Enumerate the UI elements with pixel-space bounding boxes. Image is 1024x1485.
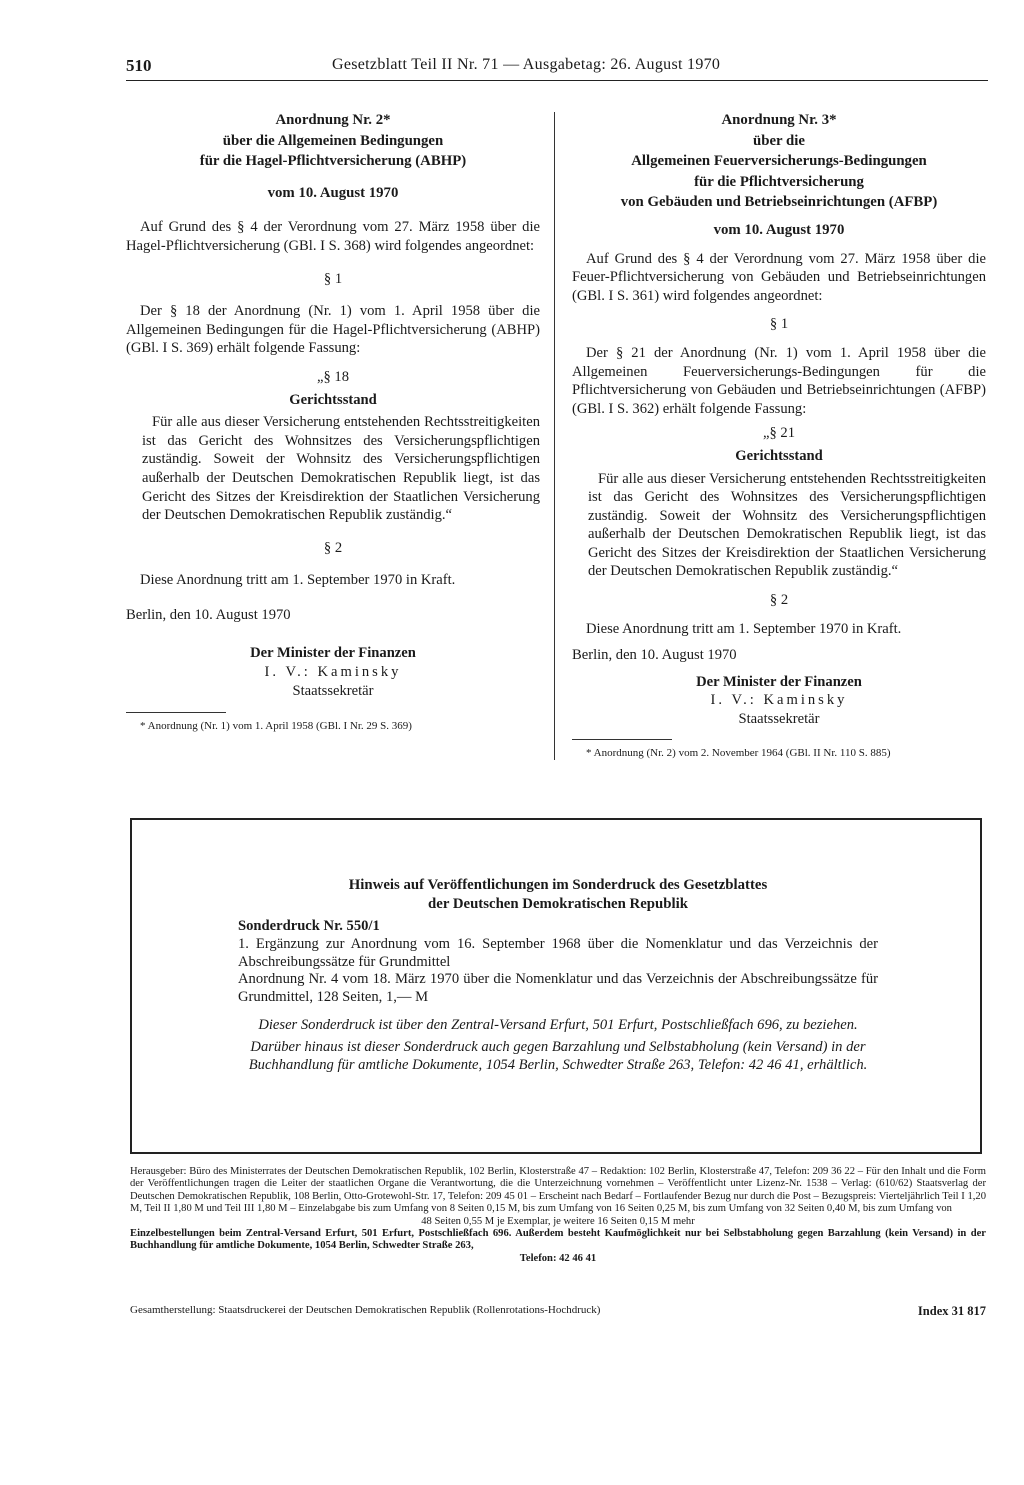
right-section-1-text: Der § 21 der Anordnung (Nr. 1) vom 1. April 1958 über die Allgemeinen Feuerversicherungs-Bedingungen für die Pflichtversicherung von Gebäuden und Betriebseinrichtungen (AFBP) (GBl. I S. 362) erhält folgende Fassung: (572, 344, 986, 417)
right-intro: Auf Grund des § 4 der Verordnung vom 27. März 1958 über die Feuer-Pflichtversicherung von Gebäuden und Betriebseinrichtungen (GBl. I S. 361) wird folgendes angeordnet: (572, 250, 986, 304)
right-title (572, 110, 986, 213)
right-date: vom 10. August 1970 (713, 221, 845, 238)
notice-sonderdruck-number: Sonderdruck Nr. 550/1 (238, 918, 380, 934)
left-date: vom 10. August 1970 (267, 184, 399, 201)
notice-item-1: 1. Ergänzung zur Anordnung vom 16. September 1968 über die Nomenklatur und das Verzeichnis der Abschreibungssätze für Grundmittel (238, 935, 878, 970)
index-number: Index 31 817 (917, 1304, 986, 1318)
right-column (572, 110, 986, 760)
column-divider (554, 112, 555, 760)
notice-title-line-1: Hinweis auf Veröffentlichungen im Sonderdruck des Gesetzblattes (348, 877, 768, 893)
notice-item-2: Anordnung Nr. 4 vom 18. März 1970 über die Nomenklatur und das Verzeichnis der Abschreibungssätze für Grundmittel, 128 Seiten, 1,— M (238, 971, 878, 1006)
right-signature-name: I. V.: Kaminsky (710, 692, 848, 709)
left-quote-mark: „§ 18 (316, 368, 350, 385)
left-signature-title: Der Minister der Finanzen (250, 645, 416, 662)
right-title-line: Anordnung Nr. 3* (721, 112, 837, 128)
page-number: 510 (126, 56, 152, 75)
left-column (126, 110, 540, 733)
right-title-line: Allgemeinen Feuerversicherungs-Bedingungen (631, 153, 927, 170)
left-footnote-rule (126, 712, 226, 713)
notice-title-line-2: der Deutschen Demokratischen Republik (428, 896, 688, 912)
right-signature-title: Der Minister der Finanzen (696, 673, 862, 690)
left-title-line: über die Allgemeinen Bedingungen (222, 132, 444, 149)
right-section-2-text: Diese Anordnung tritt am 1. September 1970 in Kraft. (586, 620, 902, 637)
left-quote-heading: Gerichtsstand (289, 391, 377, 408)
left-quote-text: Für alle aus dieser Versicherung entstehenden Rechtsstreitigkeiten ist das Gericht des Wohnsitzes des Versicherungspflichtigen zuständig. Soweit der Wohnsitz des Versicherungspflichtigen außerhalb der Deutschen Demokratischen Republik liegt, ist das Gericht des Sitzes der Kreisdirektion der Staatlichen Versicherung der Deutschen Demokratischen Republik zuständig.“ (142, 414, 540, 524)
left-section-1-mark: § 1 (323, 270, 343, 287)
right-title-line: für die Pflichtversicherung (694, 173, 864, 190)
impressum-main: Herausgeber: Büro des Ministerrates der Deutschen Demokratischen Republik, 102 Berlin, Klosterstraße 47 – Redaktion: 102 Berlin, Klosterstraße 47, Telefon: 209 36 22 – Für den Inhalt und die Form der Veröffentlichungen tragen die Leiter der staatlichen Organe die Verantwortung, die die Unterzeichnung vornehmen – Veröffentlicht unter Lizenz-Nr. 1538 – Verlag: (610/62) Staatsverlag der Deutschen Demokratischen Republik, 108 Berlin, Otto-Grotewohl-Str. 17, Telefon: 209 45 01 – Erscheint nach Bedarf – Fortlaufender Bezug nur durch die Post – Bezugspreis: Vierteljährlich Teil I 1,20 M, Teil II 1,80 M und Teil III 1,80 M – Einzelabgabe bis zum Umfang von 8 Seiten 0,15 M, bis zum Umfang von 16 Seiten 0,25 M, bis zum Umfang von 32 Seiten 0,40 M, bis zum Umfang von (130, 1166, 986, 1215)
notice-pickup-info: Darüber hinaus ist dieser Sonderdruck auch gegen Barzahlung und Selbstabholung (kein Versand) in der Buchhandlung für amtliche Dokumente, 1054 Berlin, Schwedter Straße 263, Telefon: 42 46 41, erhältlich. (248, 1038, 868, 1073)
left-title-line: für die Hagel-Pflichtversicherung (ABHP) (199, 153, 467, 170)
left-footnote: * Anordnung (Nr. 1) vom 1. April 1958 (GBl. I Nr. 29 S. 369) (140, 720, 412, 733)
left-place-date: Berlin, den 10. August 1970 (126, 606, 291, 623)
right-quote-mark: „§ 21 (762, 425, 796, 442)
left-title-line: Anordnung Nr. 2* (275, 112, 391, 128)
left-section-2-mark: § 2 (323, 539, 343, 556)
right-place-date: Berlin, den 10. August 1970 (572, 647, 737, 664)
right-section-1-mark: § 1 (769, 316, 789, 333)
left-intro: Auf Grund des § 4 der Verordnung vom 27. März 1958 über die Hagel-Pflichtversicherung (GBl. I S. 368) wird folgendes angeordnet: (126, 219, 540, 254)
running-title: Gesetzblatt Teil II Nr. 71 — Ausgabetag: 26. August 1970 (332, 56, 721, 73)
notice-ordering-info: Dieser Sonderdruck ist über den Zentral-Versand Erfurt, 501 Erfurt, Postschließfach 696, zu beziehen. (258, 1016, 858, 1033)
sonderdruck-notice-box (130, 818, 982, 1154)
gesamtherstellung: Gesamtherstellung: Staatsdruckerei der Deutschen Demokratischen Republik (Rollenrotations-Hochdruck) (130, 1304, 601, 1316)
left-signature-name: I. V.: Kaminsky (264, 664, 402, 681)
header-rule (126, 80, 988, 81)
left-signature-role: Staatssekretär (292, 682, 374, 699)
impressum-main-last: 48 Seiten 0,55 M je Exemplar, je weitere 16 Seiten 0,15 M mehr (421, 1215, 695, 1227)
printing-info (130, 1304, 986, 1319)
right-section-2-mark: § 2 (769, 592, 789, 609)
left-section-2-text: Diese Anordnung tritt am 1. September 1970 in Kraft. (140, 572, 456, 589)
right-footnote: * Anordnung (Nr. 2) vom 2. November 1964 (GBl. II Nr. 110 S. 885) (586, 746, 891, 759)
right-title-line: von Gebäuden und Betriebseinrichtungen (AFBP) (620, 194, 938, 211)
impressum-ordering: Einzelbestellungen beim Zentral-Versand Erfurt, 501 Erfurt, Postschließfach 696. Außerdem besteht Kaufmöglichkeit nur bei Selbstabholung gegen Barzahlung (kein Versand) in der Buchhandlung für amtliche Dokumente, 1054 Berlin, Schwedter Straße 263, (130, 1228, 986, 1252)
impressum-ordering-last: Telefon: 42 46 41 (519, 1252, 597, 1264)
impressum (130, 1166, 986, 1265)
left-section-1-text: Der § 18 der Anordnung (Nr. 1) vom 1. April 1958 über die Allgemeinen Bedingungen für die Hagel-Pflichtversicherung (ABHP) (GBl. I S. 369) erhält folgende Fassung: (126, 303, 540, 357)
right-footnote-rule (572, 739, 672, 740)
right-quote-heading: Gerichtsstand (735, 447, 823, 464)
right-title-line: über die (753, 132, 805, 149)
notice-content (238, 876, 878, 1074)
left-title (126, 110, 540, 172)
right-signature-role: Staatssekretär (738, 711, 820, 728)
right-quote-text: Für alle aus dieser Versicherung entstehenden Rechtsstreitigkeiten ist das Gericht des Wohnsitzes des Versicherungspflichtigen zuständig. Soweit der Wohnsitz des Versicherungspflichtigen außerhalb der Deutschen Demokratischen Republik liegt, ist das Gericht des Sitzes der Kreisdirektion der Staatlichen Versicherung der Deutschen Demokratischen Republik zuständig.“ (588, 470, 986, 580)
